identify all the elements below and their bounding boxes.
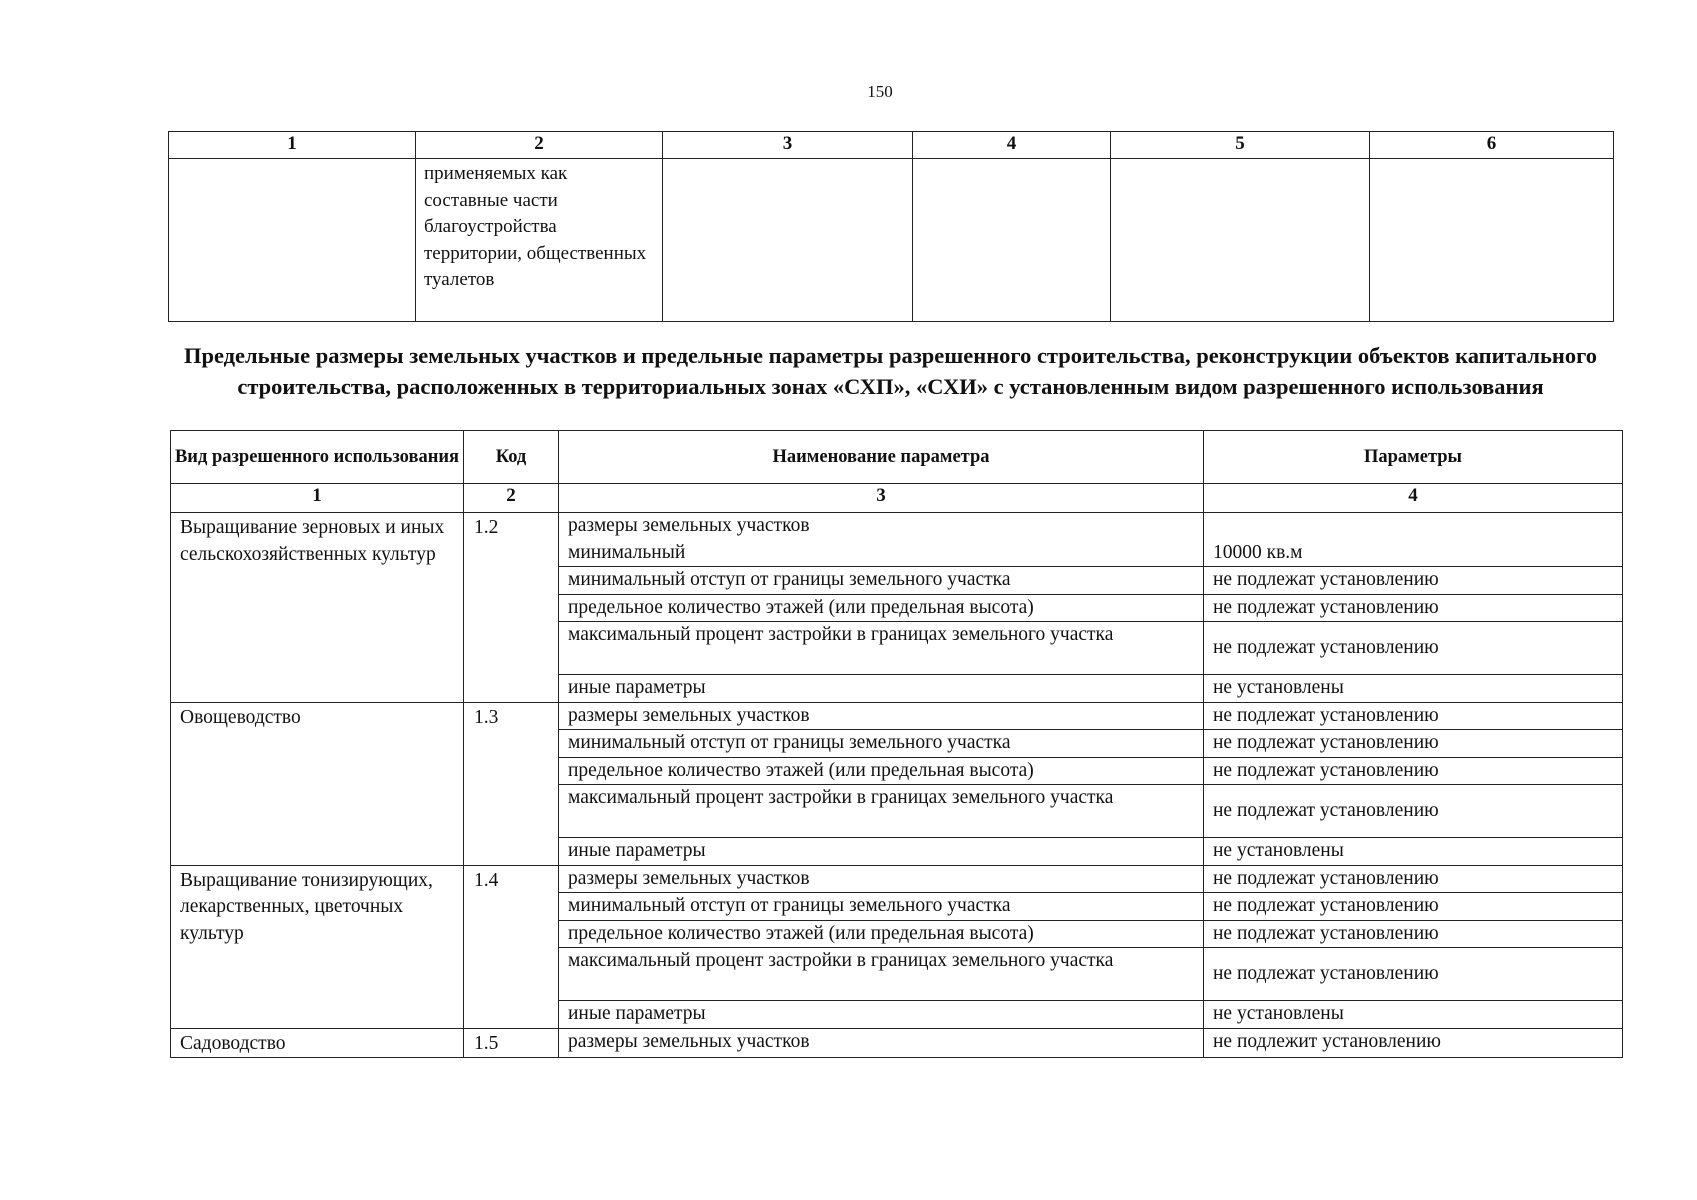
use-type-cell: Садоводство: [171, 1028, 464, 1058]
parameter-value-cell: не подлежат установлению: [1204, 865, 1623, 893]
column-header-code: Код: [464, 431, 559, 484]
parameter-value-cell: не подлежат установлению: [1204, 785, 1623, 838]
parameter-name-cell: размеры земельных участков: [559, 865, 1204, 893]
table-cell: [1370, 159, 1614, 322]
column-header-use: Вид разрешенного использования: [171, 431, 464, 484]
parameters-table: [170, 430, 1623, 1058]
parameter-name-cell: минимальный отступ от границы земельного участка: [559, 567, 1204, 595]
column-number: 2: [464, 484, 559, 513]
code-cell: 1.5: [464, 1028, 559, 1058]
column-number: 6: [1370, 132, 1614, 159]
column-header-values: Параметры: [1204, 431, 1623, 484]
use-type-cell: Выращивание тонизирующих, лекарственных, цветочных культур: [171, 865, 464, 1028]
parameter-value-cell: не подлежит установлению: [1204, 1028, 1623, 1058]
column-header-parameter: Наименование параметра: [559, 431, 1204, 484]
parameter-name-cell: максимальный процент застройки в границах земельного участка: [559, 622, 1204, 675]
column-number: 4: [913, 132, 1111, 159]
table-cell: [913, 159, 1111, 322]
parameter-name-cell: минимальный отступ от границы земельного участка: [559, 730, 1204, 758]
parameter-name-cell: иные параметры: [559, 675, 1204, 703]
table-cell: [169, 159, 416, 322]
table-cell: [1111, 159, 1370, 322]
parameter-name-cell: предельное количество этажей (или предельная высота): [559, 920, 1204, 948]
parameter-value-cell: не подлежат установлению: [1204, 594, 1623, 622]
column-number: 1: [171, 484, 464, 513]
parameter-name-cell: предельное количество этажей (или предельная высота): [559, 757, 1204, 785]
page-number: 150: [867, 82, 893, 101]
parameter-value-cell: не установлены: [1204, 675, 1623, 703]
section-heading: Предельные размеры земельных участков и предельные параметры разрешенного строительства, реконструкции объектов капитального строительства, расположенных в территориальных зонах «СХП», «СХИ» с установленным видом разрешенного использования: [183, 343, 1598, 399]
code-cell: 1.2: [464, 513, 559, 703]
column-number: 2: [416, 132, 663, 159]
parameter-name-cell: размеры земельных участков: [559, 702, 1204, 730]
continuation-row: [169, 159, 1614, 322]
use-type-cell: Овощеводство: [171, 702, 464, 865]
column-number: 5: [1111, 132, 1370, 159]
code-cell: 1.3: [464, 702, 559, 865]
parameter-name-cell: иные параметры: [559, 838, 1204, 866]
parameter-value-cell: не подлежат установлению: [1204, 757, 1623, 785]
table-row: [171, 1028, 1623, 1058]
continuation-table: [168, 131, 1614, 322]
table-row: [171, 513, 1623, 567]
column-number: 4: [1204, 484, 1623, 513]
parameter-name-cell: размеры земельных участков: [559, 1028, 1204, 1058]
parameter-name-cell: максимальный процент застройки в границах земельного участка: [559, 948, 1204, 1001]
parameter-value-cell: не подлежат установлению: [1204, 948, 1623, 1001]
parameter-value-cell: не подлежат установлению: [1204, 730, 1623, 758]
table-row: [171, 702, 1623, 730]
parameter-name-cell: минимальный отступ от границы земельного участка: [559, 893, 1204, 921]
parameter-value-cell: не установлены: [1204, 1001, 1623, 1029]
parameter-value-cell: не подлежат установлению: [1204, 893, 1623, 921]
table-cell: [663, 159, 913, 322]
parameter-value-cell: не подлежат установлению: [1204, 920, 1623, 948]
parameter-value-cell: не подлежат установлению: [1204, 622, 1623, 675]
use-type-cell: Выращивание зерновых и иных сельскохозяйственных культур: [171, 513, 464, 703]
code-cell: 1.4: [464, 865, 559, 1028]
column-number: 1: [169, 132, 416, 159]
parameter-name-cell: максимальный процент застройки в границах земельного участка: [559, 785, 1204, 838]
table-body: [171, 513, 1623, 1058]
continuation-header-row: [169, 132, 1614, 159]
parameter-value-cell: не установлены: [1204, 838, 1623, 866]
parameter-name-cell: размеры земельных участков минимальный: [559, 513, 1204, 567]
table-row: [171, 865, 1623, 893]
parameter-value-cell: 10000 кв.м: [1204, 513, 1623, 567]
parameter-name-cell: иные параметры: [559, 1001, 1204, 1029]
column-number: 3: [559, 484, 1204, 513]
column-number: 3: [663, 132, 913, 159]
parameter-name-cell: предельное количество этажей (или предельная высота): [559, 594, 1204, 622]
table-header-row: [171, 431, 1623, 484]
parameter-value-cell: не подлежат установлению: [1204, 702, 1623, 730]
table-cell: применяемых как составные части благоустройства территории, общественных туалетов: [416, 159, 663, 322]
column-numbers-row: [171, 484, 1623, 513]
parameter-value-cell: не подлежат установлению: [1204, 567, 1623, 595]
